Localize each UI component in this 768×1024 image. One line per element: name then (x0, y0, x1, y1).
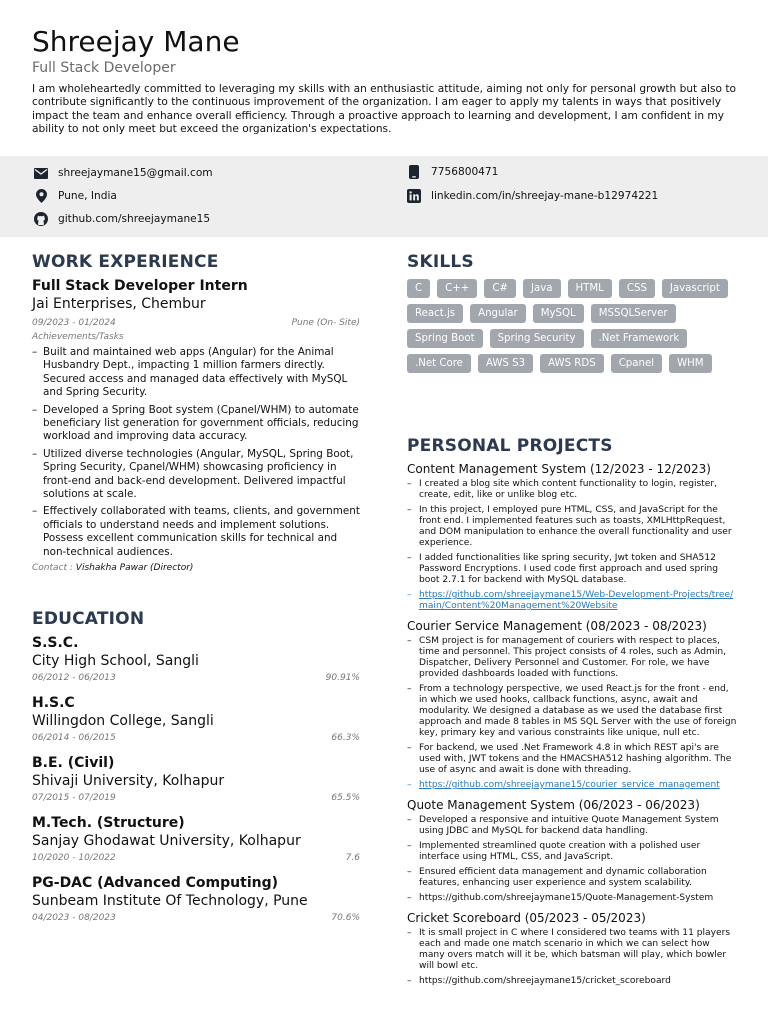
education-dates: 06/2014 - 06/2015 (32, 733, 116, 743)
skill-tag: Spring Boot (407, 329, 483, 348)
work-experience-section (32, 278, 360, 573)
envelope-icon (34, 166, 48, 180)
project-bullets (407, 479, 737, 612)
project-link[interactable]: – https://github.com/shreejaymane15/courier_service_management (407, 780, 737, 791)
job-bullets (32, 346, 360, 559)
project-item (407, 798, 737, 904)
project-bullets (407, 815, 737, 904)
education-score: 90.91% (325, 673, 360, 683)
education-school: Shivaji University, Kolhapur (32, 773, 225, 789)
skill-tag: .Net Framework (591, 329, 688, 348)
summary-paragraph: I am wholeheartedly committed to leveraging my skills with an enthusiastic attitude, aiming not only for personal growth but also to contribute significantly to the continuous improvement of the organization. I am eager to apply my talents in ways that positively impact the team and enhance overall efficiency. Through a proactive approach to learning and development, I am confident in my ability to not only meet but exceed the organization's expectations. (32, 83, 737, 136)
education-item (32, 875, 360, 924)
skill-tag: Spring Security (490, 329, 584, 348)
project-link[interactable]: – https://github.com/shreejaymane15/cricket_scoreboard (407, 976, 737, 987)
contact-band (0, 156, 768, 237)
github-text: github.com/shreejaymane15 (58, 213, 211, 225)
skill-tag: CSS (619, 279, 655, 298)
list-item: – Developed a responsive and intuitive Quote Management System using JDBC and MySQL for backend data handling. (407, 815, 737, 837)
projects-section (407, 462, 737, 994)
contact-location (34, 189, 117, 203)
list-item: – Utilized diverse technologies (Angular, MySQL, Spring Boot, Spring Security, Cpanel/WHM) showcasing proficiency in front-end and back-end development. Delivered impactful solutions at scale. (32, 448, 360, 502)
education-dates: 06/2012 - 06/2013 (32, 673, 116, 683)
list-item: – CSM project is for management of couriers with respect to places, time and personnel. This project consists of 4 roles, such as Admin, Dispatcher, Delivery Personnel and Customer. For role, we have provided dashboards loaded with functions. (407, 636, 737, 680)
education-school: Sunbeam Institute Of Technology, Pune (32, 893, 308, 909)
list-item: – Built and maintained web apps (Angular) for the Animal Husbandry Dept., impacting 1 million farmers directly. Secured access and managed data effectively with MySQL and Spring Security. (32, 346, 360, 400)
education-score: 7.6 (345, 853, 360, 863)
education-meta (32, 672, 360, 684)
project-title: Content Management System (12/2023 - 12/2023) (407, 462, 711, 476)
skill-tag: C++ (437, 279, 477, 298)
skill-tag: Angular (470, 304, 526, 323)
education-meta (32, 792, 360, 804)
education-score: 66.3% (331, 733, 360, 743)
contact-phone[interactable] (407, 165, 498, 179)
skill-tags (407, 279, 737, 373)
project-item (407, 619, 737, 791)
job-dates: 09/2023 - 01/2024 (32, 318, 116, 328)
skills-heading: SKILLS (407, 252, 474, 272)
contact-linkedin[interactable] (407, 189, 658, 203)
linkedin-text: linkedin.com/in/shreejay-mane-b12974221 (431, 190, 659, 202)
skill-tag: HTML (568, 279, 612, 298)
list-item: – It is small project in C where I considered two teams with 11 players each and made one match scenario in which we can select how many overs match will it be, which batsman will play, which bowler will bowl etc. (407, 928, 737, 972)
education-heading: EDUCATION (32, 609, 145, 629)
education-meta (32, 732, 360, 744)
education-item (32, 635, 360, 684)
education-score: 70.6% (331, 913, 360, 923)
project-item (407, 462, 737, 612)
project-link[interactable]: – https://github.com/shreejaymane15/Quote-Management-System (407, 893, 737, 904)
list-item: – I created a blog site which content functionality to login, register, create, edit, like or unlike blog etc. (407, 479, 737, 501)
skill-tag: MSSQLServer (591, 304, 676, 323)
education-dates: 10/2020 - 10/2022 (32, 853, 116, 863)
job-sub-heading: Achievements/Tasks (32, 332, 124, 342)
resume-header (32, 25, 737, 137)
list-item: – Effectively collaborated with teams, clients, and government officials to understand needs and implement solutions. Possess excellent communication skills for technical and non-technical audiences. (32, 505, 360, 559)
project-bullets (407, 636, 737, 791)
project-title: Courier Service Management (08/2023 - 08/2023) (407, 619, 707, 633)
job-location: Pune (On- Site) (291, 318, 360, 328)
skill-tag: C (407, 279, 430, 298)
education-dates: 04/2023 - 08/2023 (32, 913, 116, 923)
email-text: shreejaymane15@gmail.com (58, 167, 213, 179)
project-link[interactable]: – https://github.com/shreejaymane15/Web-Development-Projects/tree/main/Content%20Management%20Website (407, 590, 737, 612)
location-text: Pune, India (58, 190, 117, 202)
education-degree: M.Tech. (Structure) (32, 815, 185, 831)
project-title: Cricket Scoreboard (05/2023 - 05/2023) (407, 911, 646, 925)
skill-tag: Java (523, 279, 561, 298)
project-bullets (407, 928, 737, 987)
education-school: City High School, Sangli (32, 653, 199, 669)
education-degree: S.S.C. (32, 635, 79, 651)
education-degree: PG-DAC (Advanced Computing) (32, 875, 278, 891)
list-item: – From a technology perspective, we used React.js for the front - end, in which we used hooks, callback functions, async, await and modularity. We designed a database as we used the database first approach and made 8 tables in MS SQL Server with the use of foreign key, primary key and various constraints like unique, null etc. (407, 684, 737, 739)
list-item: – I added functionalities like spring security, Jwt token and SHA512 Password Encryptions. I used code first approach and used spring boot 2.7.1 for backend with MySQL database. (407, 553, 737, 586)
list-item: – Ensured efficient data management and dynamic collaboration features, enhancing user experience and system scalability. (407, 867, 737, 889)
education-dates: 07/2015 - 07/2019 (32, 793, 116, 803)
education-degree: B.E. (Civil) (32, 755, 115, 771)
job-meta (32, 317, 360, 329)
education-item (32, 755, 360, 804)
education-degree: H.S.C (32, 695, 75, 711)
candidate-role: Full Stack Developer (32, 60, 176, 76)
skill-tag: WHM (669, 354, 712, 373)
personal-projects-heading: PERSONAL PROJECTS (407, 436, 613, 456)
candidate-name: Shreejay Mane (32, 25, 240, 58)
map-pin-icon (34, 189, 48, 203)
github-icon (34, 212, 48, 226)
education-item (32, 815, 360, 864)
skill-tag: React.js (407, 304, 463, 323)
skills-section (407, 279, 737, 373)
contact-github[interactable] (34, 212, 210, 226)
project-item (407, 911, 737, 987)
project-title: Quote Management System (06/2023 - 06/2023) (407, 798, 700, 812)
list-item: – In this project, I employed pure HTML, CSS, and JavaScript for the front end. I implemented features such as toasts, XMLHttpRequest, and DOM manipulation to enhance the overall functionality and user experience. (407, 505, 737, 549)
education-school: Sanjay Ghodawat University, Kolhapur (32, 833, 301, 849)
list-item: – For backend, we used .Net Framework 4.8 in which REST api's are used with, JWT tokens and the HMACSHA512 hashing algorithm. The use of async and await is done with threading. (407, 743, 737, 776)
skill-tag: C# (484, 279, 516, 298)
job-position: Full Stack Developer Intern (32, 278, 248, 294)
skill-tag: Javascript (662, 279, 728, 298)
education-section (32, 635, 360, 935)
education-score: 65.5% (331, 793, 360, 803)
list-item: – Implemented streamlined quote creation with a polished user interface using HTML, CSS, and JavaScript. (407, 841, 737, 863)
skill-tag: .Net Core (407, 354, 471, 373)
education-school: Willingdon College, Sangli (32, 713, 214, 729)
job-company: Jai Enterprises, Chembur (32, 296, 206, 312)
reference-value: Vishakha Pawar (Director) (75, 563, 194, 574)
education-meta (32, 852, 360, 864)
skill-tag: AWS S3 (478, 354, 533, 373)
education-item (32, 695, 360, 744)
reference-label: Contact : (32, 563, 73, 574)
linkedin-icon (407, 189, 421, 203)
phone-icon (407, 165, 421, 179)
education-meta (32, 912, 360, 924)
work-experience-heading: WORK EXPERIENCE (32, 252, 219, 272)
skill-tag: MySQL (533, 304, 584, 323)
list-item: – Developed a Spring Boot system (Cpanel/WHM) to automate beneficiary list generation for government officials, reducing workload and improving data accuracy. (32, 404, 360, 444)
phone-text: 7756800471 (431, 166, 499, 178)
job-reference (32, 563, 360, 573)
skill-tag: AWS RDS (540, 354, 604, 373)
contact-email[interactable] (34, 166, 213, 180)
skill-tag: Cpanel (611, 354, 662, 373)
